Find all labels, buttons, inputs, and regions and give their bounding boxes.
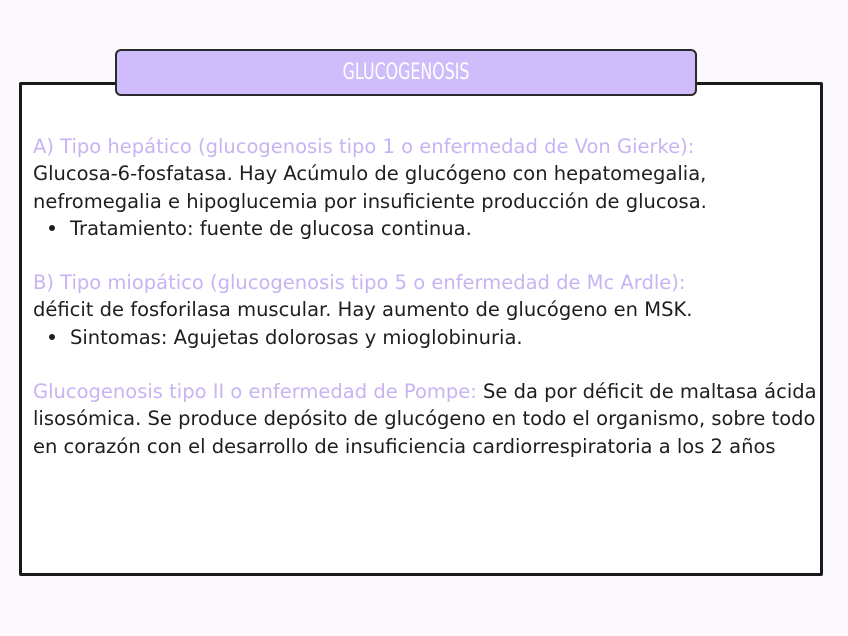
section-a-heading: A) Tipo hepático (glucogenosis tipo 1 o enfermedad de Von Gierke): <box>33 135 695 158</box>
section-b-paragraph <box>33 269 823 324</box>
section-a-body: Glucosa-6-fosfatasa. Hay Acúmulo de glucógeno con hepatomegalia, nefromegalia e hipoglucemia por insuficiente producción de glucosa. <box>33 162 707 213</box>
bullet-icon <box>49 225 55 231</box>
content-body <box>33 133 823 460</box>
spacer <box>33 242 823 269</box>
section-a-bullet-text: Tratamiento: fuente de glucosa continua. <box>70 216 472 240</box>
section-a-paragraph <box>33 133 823 215</box>
section-b-heading: B) Tipo miopático (glucogenosis tipo 5 o enfermedad de Mc Ardle): <box>33 271 686 295</box>
page-title: GLUCOGENOSIS <box>342 60 470 85</box>
section-b-body: déficit de fosforilasa muscular. Hay aumento de glucógeno en MSK. <box>33 298 693 322</box>
section-c-paragraph <box>33 378 823 460</box>
section-c-body: Se da por déficit de maltasa ácida lisosómica. Se produce depósito de glucógeno en todo el organismo, sobre todo en corazón con el desarrollo de insuficiencia cardiorrespiratoria a los 2 años <box>33 380 817 458</box>
bullet-icon <box>49 334 55 340</box>
section-b-bullet <box>33 324 823 351</box>
section-c-heading: Glucogenosis tipo II o enfermedad de Pompe: <box>33 380 477 404</box>
section-a-bullet <box>33 215 823 242</box>
spacer <box>33 351 823 378</box>
section-b-bullet-text: Sintomas: Agujetas dolorosas y mioglobinuria. <box>70 325 523 349</box>
title-banner <box>115 49 697 96</box>
